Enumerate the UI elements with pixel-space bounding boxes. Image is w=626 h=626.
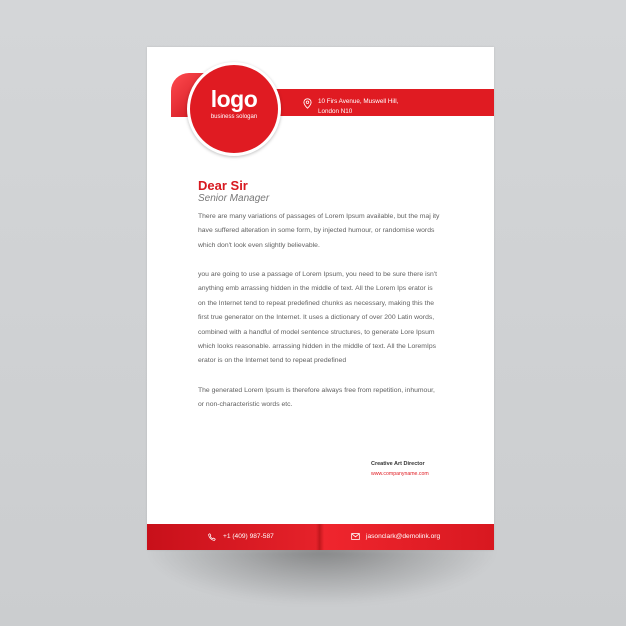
website-link[interactable]: www.companyname.com [371, 471, 429, 477]
address-line-2: London N10 [318, 108, 353, 115]
paragraph-line: There are many variations of passages of Lorem Ipsum available, but the maj ity [198, 213, 440, 220]
paragraph-line: which looks reasonable. arrassing hidden in the middle of text. All the LoremIps [198, 343, 437, 351]
paragraph-line: The generated Lorem Ipsum is therefore always free from repetition, inhumour, [198, 387, 435, 394]
company-address [318, 97, 398, 117]
mail-icon [351, 533, 360, 540]
paragraph-line: have suffered alteration in some form, by injected humour, or randomise words [198, 227, 435, 235]
logo-badge [187, 62, 281, 156]
paragraph-line: first true generator on the Internet. It uses a dictionary of over 200 Latin words, [198, 314, 435, 322]
paragraph-line: anything emb arrassing hidden in the middle of text. All the Lorem Ips erator is [198, 285, 433, 293]
logo-slogan: business sologan [210, 114, 258, 120]
paragraph-line: which don't look even slightly believable. [198, 241, 320, 249]
paragraph-line: you are going to use a passage of Lorem Ipsum, you need to be sure there isn't [198, 271, 437, 278]
logo-text: logo [210, 86, 258, 112]
address-line-1: 10 Firs Avenue, Muswell Hill, [318, 98, 399, 105]
paragraph-line: or non-characteristic words etc. [198, 401, 293, 409]
recipient-role: Senior Manager [198, 193, 270, 204]
footer-divider [316, 524, 324, 550]
body-paragraph-1 [198, 210, 462, 253]
paper-shadow [150, 548, 494, 604]
map-pin-icon [303, 98, 312, 109]
signature-title: Creative Art Director [371, 461, 425, 467]
footer-email[interactable]: jasonclark@demolink.org [366, 533, 441, 540]
body-paragraph-2 [198, 268, 462, 369]
letter-greeting: Dear Sir [198, 178, 248, 193]
phone-icon [208, 533, 216, 541]
paragraph-line: combined with a handful of model sentence structures, to generate Lore Ipsum [198, 328, 435, 336]
footer-phone[interactable]: +1 (409) 987-587 [223, 533, 274, 540]
letterhead-page [147, 47, 494, 550]
paragraph-line: erator is on the Internet tend to repeat predefined [198, 357, 347, 365]
footer-band [147, 524, 494, 550]
paragraph-line: on the Internet tend to repeat predefined chunks as necessary, making this the [198, 299, 435, 307]
body-paragraph-3 [198, 384, 462, 413]
